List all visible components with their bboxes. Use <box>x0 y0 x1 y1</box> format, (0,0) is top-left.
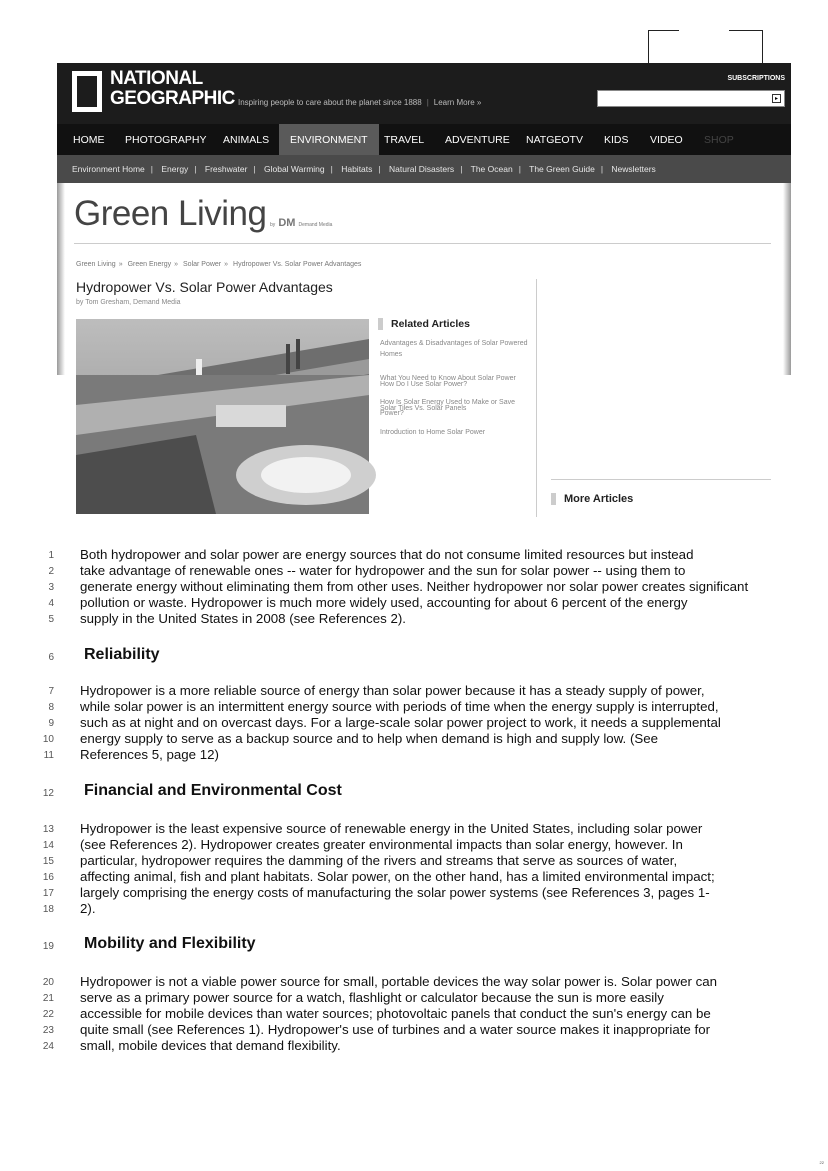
line-number: 20 <box>42 977 54 988</box>
related-heading: Related Articles <box>378 318 530 330</box>
column-divider <box>536 375 537 517</box>
breadcrumb-item: Hydropower Vs. Solar Power Advantages <box>233 261 362 268</box>
line-number: 11 <box>43 750 54 761</box>
dm-mark: DM <box>278 217 296 229</box>
nav-kids[interactable]: KIDS <box>604 134 629 146</box>
text-line: accessible for mobile devices than water sources; photovoltaic panels that conduct the sun's energy can be <box>80 1006 711 1021</box>
subnav-item[interactable]: Environment Home <box>72 164 145 174</box>
sub-nav: Environment Home | Energy | Freshwater | Global Warming | Habitats | Natural Disasters | The Ocean | The Green Guide | Newsletters <box>57 155 791 183</box>
subnav-item[interactable]: Freshwater <box>204 164 248 174</box>
line-number: 14 <box>42 840 54 851</box>
related-link[interactable]: How Do I Use Solar Power? <box>380 381 468 388</box>
divider <box>74 243 771 244</box>
dm-by: by <box>270 222 276 228</box>
line-number: 16 <box>42 872 54 883</box>
tagline-text: Inspiring people to care about the planet since 1888 <box>238 98 422 107</box>
text-line: while solar power is an intermittent energy source with periods of time when the energy supply is interrupted, <box>80 699 719 714</box>
section-heading: Financial and Environmental Cost <box>84 782 342 799</box>
line-number: 3 <box>48 582 54 593</box>
line-number: 6 <box>48 652 54 663</box>
dam-photo-lower <box>76 375 369 514</box>
related-articles-continued <box>380 339 530 451</box>
main-nav <box>57 124 791 155</box>
subnav-item[interactable]: Global Warming <box>264 164 325 174</box>
line-number: 12 <box>42 788 54 799</box>
website-screenshot-lower <box>57 375 791 520</box>
text-line: small, mobile devices that demand flexibility. <box>80 1038 341 1053</box>
nav-environment[interactable]: ENVIRONMENT <box>279 124 379 155</box>
text-line: 2). <box>80 901 96 916</box>
text-line: serve as a primary power source for a watch, flashlight or calculator because the sun is more easily <box>80 990 664 1005</box>
line-number: 9 <box>48 718 54 729</box>
subnav-item[interactable]: Natural Disasters <box>389 164 455 174</box>
dm-small: Demand Media <box>298 222 333 228</box>
line-number: 18 <box>42 904 54 915</box>
section-heading: Mobility and Flexibility <box>84 935 256 952</box>
site-header <box>57 63 791 124</box>
breadcrumb-item[interactable]: Green Energy <box>127 261 172 268</box>
section-heading: Reliability <box>84 646 160 663</box>
text-line: supply in the United States in 2008 (see References 2). <box>80 611 406 626</box>
subnav-item[interactable]: Energy <box>161 164 189 174</box>
text-line: take advantage of renewable ones -- water for hydropower and the sun for solar power -- using them to <box>80 563 686 578</box>
line-number: 10 <box>42 734 54 745</box>
text-line: affecting animal, fish and plant habitats. Solar power, on the other hand, has a limited environmental impact; <box>80 869 715 884</box>
line-number: 22 <box>42 1009 54 1020</box>
line-number: 4 <box>48 598 54 609</box>
text-line: References 5, page 12) <box>80 747 219 762</box>
yellow-border-logo-icon <box>72 71 102 112</box>
nav-home[interactable]: HOME <box>73 134 105 146</box>
page-number: 22 <box>819 1160 824 1165</box>
brand-logo[interactable] <box>110 69 235 109</box>
nav-adventure[interactable]: ADVENTURE <box>445 134 510 146</box>
line-number: 17 <box>42 888 54 899</box>
nav-animals[interactable]: ANIMALS <box>223 134 270 146</box>
tagline: Inspiring people to care about the planet since 1888 | Learn More » <box>238 98 482 107</box>
line-number: 21 <box>42 993 54 1004</box>
brand-line-1: NATIONAL <box>110 68 203 89</box>
text-line: such as at night and on overcast days. For a large-scale solar power project to work, it needs a supplemental <box>80 715 721 730</box>
line-number: 19 <box>42 941 54 952</box>
subnav-item[interactable]: The Ocean <box>470 164 513 174</box>
text-line: particular, hydropower requires the damming of the rivers and streams that serve as sources of water, <box>80 853 678 868</box>
text-line: generate energy without eliminating them from other uses. Neither hydropower nor solar power creates significant <box>80 579 749 594</box>
breadcrumb: Green Living » Green Energy » Solar Power » Hydropower Vs. Solar Power Advantages <box>76 261 362 268</box>
line-number: 1 <box>48 550 54 561</box>
text-line: pollution or waste. Hydropower is much more widely used, accounting for about 6 percent of the energy <box>80 595 688 610</box>
text-line: (see References 2). Hydropower creates greater environmental impacts than solar energy, however. In <box>80 837 683 852</box>
brand-line-2: GEOGRAPHIC <box>110 88 235 109</box>
demand-media-logo <box>270 217 332 229</box>
text-line: Hydropower is the least expensive source of renewable energy in the United States, including solar power <box>80 821 703 836</box>
nav-travel[interactable]: TRAVEL <box>384 134 425 146</box>
subnav-item[interactable]: Newsletters <box>611 164 656 174</box>
related-link[interactable]: Advantages & Disadvantages of Solar Powered Homes <box>380 340 528 358</box>
subnav-item[interactable]: The Green Guide <box>529 164 595 174</box>
related-link[interactable]: What You Need to Know About Solar Power <box>380 375 516 382</box>
related-link[interactable]: How Is Solar Energy Used to Make or Save Power? <box>380 399 516 417</box>
text-line: Hydropower is a more reliable source of energy than solar power because it has a steady supply of power, <box>80 683 705 698</box>
section-title: Green Living <box>74 194 267 233</box>
line-number: 23 <box>42 1025 54 1036</box>
divider <box>551 479 771 480</box>
breadcrumb-item[interactable]: Solar Power <box>183 261 222 268</box>
nav-photography[interactable]: PHOTOGRAPHY <box>125 134 207 146</box>
line-number: 7 <box>48 686 54 697</box>
breadcrumb-item[interactable]: Green Living <box>76 261 116 268</box>
article-byline: by Tom Gresham, Demand Media <box>76 299 181 306</box>
nav-shop[interactable]: SHOP <box>704 134 734 146</box>
corner-frame <box>648 30 763 64</box>
related-link[interactable]: Solar Tiles Vs. Solar Panels <box>380 405 467 412</box>
article-title: Hydropower Vs. Solar Power Advantages <box>76 279 333 295</box>
text-line: energy supply to serve as a backup source and to help when demand is high and supply low. (See <box>80 731 659 746</box>
more-articles-heading[interactable]: More Articles <box>551 493 633 505</box>
learn-more-link[interactable]: Learn More » <box>433 98 482 107</box>
line-number: 13 <box>42 824 54 835</box>
text-line: Hydropower is not a viable power source for small, portable devices the way solar power is. Solar power can <box>80 974 718 989</box>
line-number: 2 <box>48 566 54 577</box>
search-input[interactable] <box>597 90 785 107</box>
related-link[interactable]: Introduction to Home Solar Power <box>380 429 486 436</box>
nav-natgeotv[interactable]: NATGEOTV <box>526 134 583 146</box>
text-line: largely comprising the energy costs of manufacturing the solar power systems (see References 3, pages 1- <box>80 885 710 900</box>
line-number: 24 <box>42 1041 54 1052</box>
text-line: quite small (see References 1). Hydropower's use of turbines and a water source makes it inappropriate for <box>80 1022 711 1037</box>
line-number: 5 <box>48 614 54 625</box>
text-line: Both hydropower and solar power are energy sources that do not consume limited resources but instead <box>80 547 694 562</box>
subnav-item[interactable]: Habitats <box>341 164 373 174</box>
line-number: 15 <box>42 856 54 867</box>
subscriptions-link[interactable]: SUBSCRIPTIONS <box>727 75 785 82</box>
nav-video[interactable]: VIDEO <box>650 134 683 146</box>
line-number: 8 <box>48 702 54 713</box>
search-go-icon[interactable]: ▸ <box>772 94 781 103</box>
